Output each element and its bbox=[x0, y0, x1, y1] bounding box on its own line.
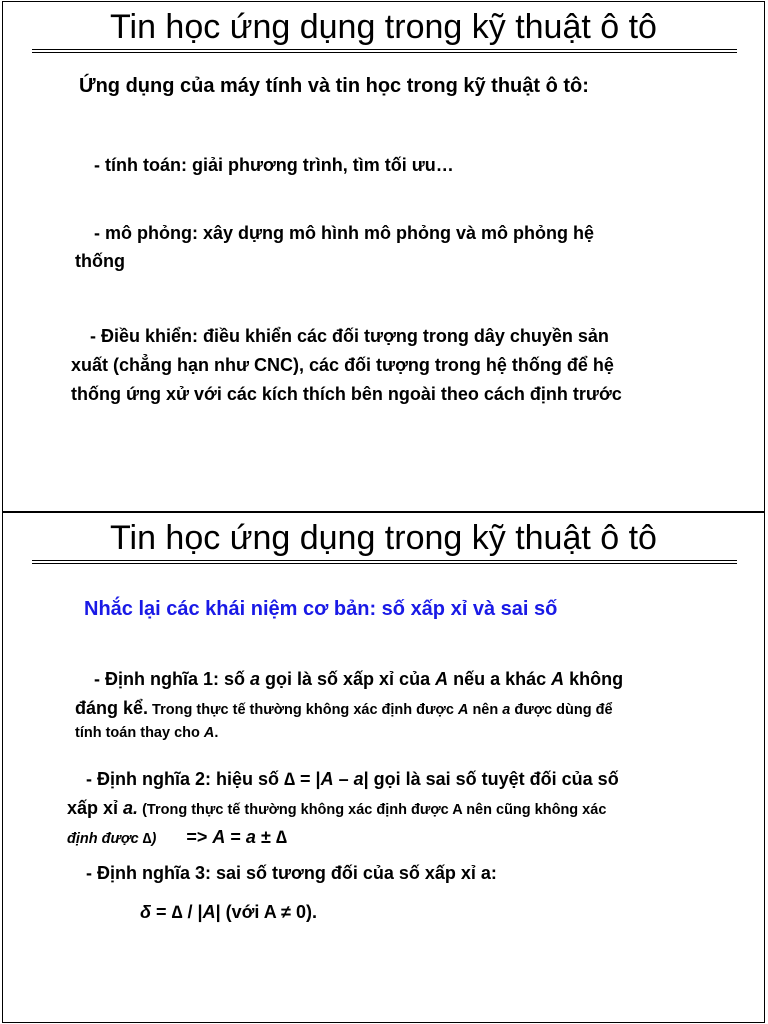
definition-3-line-1: - Định nghĩa 3: sai số tương đối của số xấp xỉ a: bbox=[86, 863, 497, 883]
slide-title: Tin học ứng dụng trong kỹ thuật ô tô bbox=[110, 519, 657, 557]
title-divider bbox=[32, 49, 737, 53]
definition-1-line-3: tính toán thay cho A. bbox=[75, 725, 219, 741]
definition-1-line-1: - Định nghĩa 1: số a gọi là số xấp xỉ của A nếu a khác A không bbox=[94, 669, 624, 689]
bullet-item: - mô phỏng: xây dựng mô hình mô phỏng và mô phỏng hệ bbox=[94, 223, 594, 243]
slide-2 bbox=[2, 512, 765, 1023]
relative-error-formula: δ = ∆ / |A| (với A ≠ 0). bbox=[140, 902, 317, 922]
definition-2-line-1: - Định nghĩa 2: hiệu số ∆ = |A – a| gọi là sai số tuyệt đối của số bbox=[86, 769, 619, 789]
bullet-item: - tính toán: giải phương trình, tìm tối ưu… bbox=[94, 155, 454, 175]
slide-title: Tin học ứng dụng trong kỹ thuật ô tô bbox=[110, 8, 657, 46]
slide-heading: Ứng dụng của máy tính và tin học trong kỹ thuật ô tô: bbox=[79, 75, 589, 97]
definition-2-line-3: định được ∆) => A = a ± ∆ bbox=[67, 827, 287, 847]
title-divider bbox=[32, 560, 737, 564]
slide-1 bbox=[2, 1, 765, 512]
definition-2-line-2: xấp xỉ a. (Trong thực tế thường không xác định được A nên cũng không xác bbox=[67, 798, 607, 818]
bullet-item-continued: thống bbox=[75, 251, 125, 271]
definition-1-line-2: đáng kể. Trong thực tế thường không xác định được A nên a được dùng để bbox=[75, 698, 613, 718]
bullet-item-continued: thống ứng xử với các kích thích bên ngoài theo cách định trước bbox=[71, 384, 622, 404]
bullet-item-continued: xuất (chẳng hạn như CNC), các đối tượng trong hệ thống để hệ bbox=[71, 355, 614, 375]
slide-heading: Nhắc lại các khái niệm cơ bản: số xấp xỉ và sai số bbox=[84, 598, 558, 620]
bullet-item: - Điều khiển: điều khiển các đối tượng trong dây chuyền sản bbox=[90, 326, 609, 346]
